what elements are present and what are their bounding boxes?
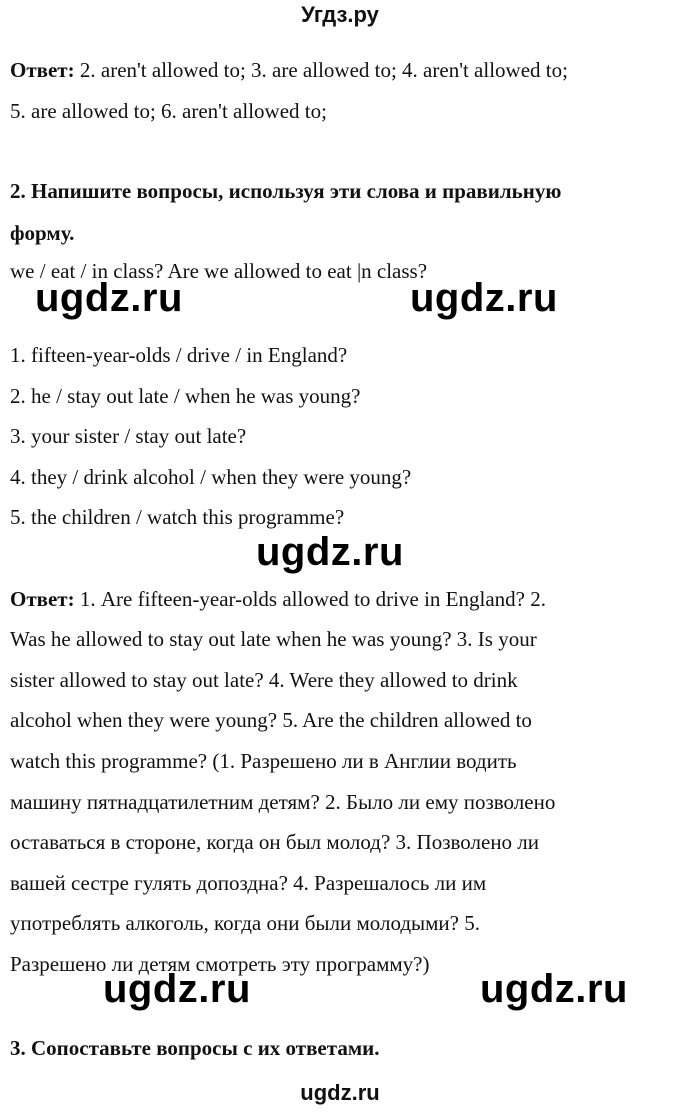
- task-2-item-5: 5. the children / watch this programme?: [10, 505, 345, 529]
- task-2-title-line-2: форму.: [10, 221, 75, 245]
- answer-2-line-6: машину пятнадцатилетним детям? 2. Было ли ему позволено: [10, 790, 556, 814]
- task-2-item-3: 3. your sister / stay out late?: [10, 424, 247, 448]
- answer-2-line-3: sister allowed to stay out late? 4. Were they allowed to drink: [10, 668, 518, 692]
- answer-2-line-9: употреблять алкоголь, когда они были молодыми? 5.: [10, 911, 480, 935]
- task-2-title-line-1: 2. Напишите вопросы, используя эти слова и правильную: [10, 179, 562, 203]
- watermark: ugdz.ru: [35, 276, 183, 320]
- watermark: ugdz.ru: [256, 530, 404, 574]
- site-footer: ugdz.ru: [300, 1080, 380, 1105]
- watermark: ugdz.ru: [480, 967, 628, 1011]
- answer-2-label: Ответ:: [10, 587, 75, 611]
- answer-2-line-1: [10, 586, 546, 612]
- task-3-title: 3. Сопоставьте вопросы с их ответами.: [10, 1036, 380, 1060]
- task-2-example: we / eat / in class? Are we allowed to eat |n class?: [10, 259, 428, 283]
- task-2-item-2: 2. he / stay out late / when he was young?: [10, 384, 361, 408]
- watermark: ugdz.ru: [410, 276, 558, 320]
- answer-1-line-1: [10, 57, 568, 83]
- answer-2-line-4: alcohol when they were young? 5. Are the children allowed to: [10, 708, 532, 732]
- answer-2-line-7: оставаться в стороне, когда он был молод? 3. Позволено ли: [10, 830, 540, 854]
- task-2-item-4: 4. they / drink alcohol / when they were young?: [10, 465, 412, 489]
- answer-1-text-1: 2. aren't allowed to; 3. are allowed to; 4. aren't allowed to;: [74, 58, 568, 82]
- site-header-title: Угдз.ру: [301, 2, 379, 27]
- answer-2-text-1: 1. Are fifteen-year-olds allowed to drive in England? 2.: [74, 587, 546, 611]
- answer-2-line-8: вашей сестре гулять допоздна? 4. Разрешалось ли им: [10, 871, 487, 895]
- answer-1-line-2: 5. are allowed to; 6. aren't allowed to;: [10, 99, 327, 123]
- answer-1-label: Ответ:: [10, 58, 75, 82]
- answer-2-line-5: watch this programme? (1. Разрешено ли в Англии водить: [10, 749, 517, 773]
- answer-2-line-2: Was he allowed to stay out late when he was young? 3. Is your: [10, 627, 537, 651]
- task-2-item-1: 1. fifteen-year-olds / drive / in England?: [10, 343, 348, 367]
- answer-2-line-10: Разрешено ли детям смотреть эту программу?): [10, 952, 430, 976]
- watermark: ugdz.ru: [103, 967, 251, 1011]
